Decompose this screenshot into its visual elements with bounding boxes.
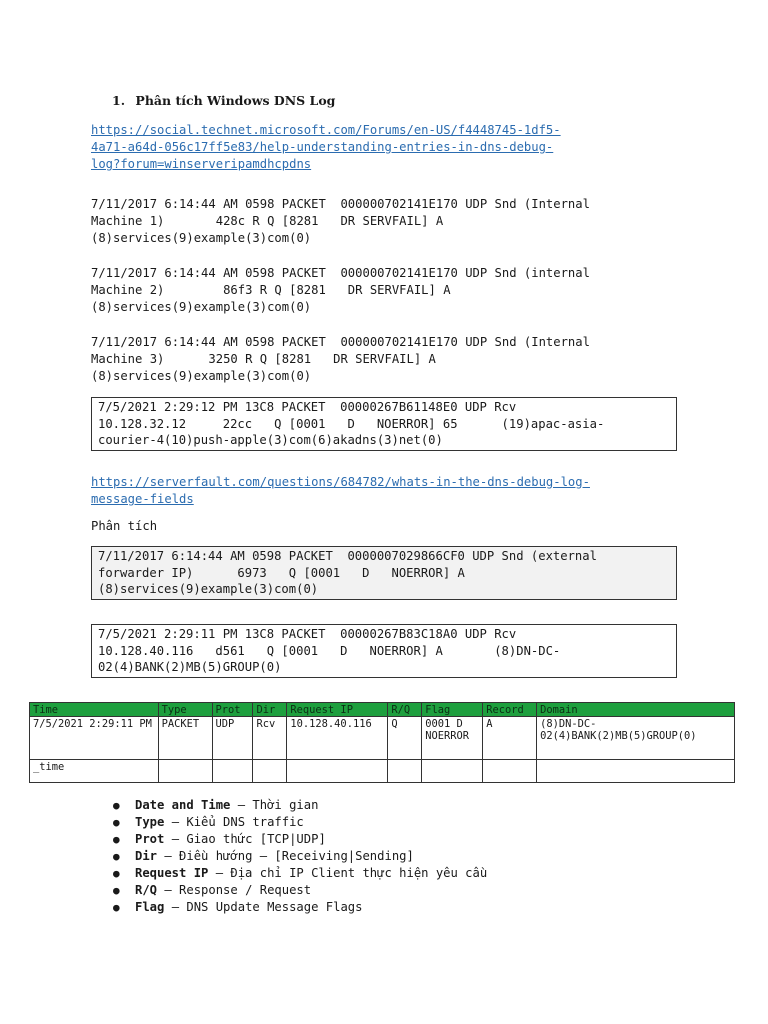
log-box-3 [91,624,677,678]
term: Dir [135,849,158,863]
col-header-flag: Flag [422,703,483,717]
table-row [30,717,735,760]
cell-empty [483,760,537,783]
cell-record: A [483,717,537,760]
serverfault-link[interactable] [91,474,590,508]
cell-prot: UDP [212,717,253,760]
log-line: 02(4)BANK(2)MB(5)GROUP(0) [98,660,282,674]
log-line: 7/11/2017 6:14:44 AM 0598 PACKET 000000702141E170 UDP Snd (Internal [91,335,590,349]
col-header-domain: Domain [537,703,735,717]
list-item [113,848,487,865]
log-entry-3 [91,334,590,385]
list-item [113,865,487,882]
term-desc: – Địa chỉ IP Client thực hiện yêu cầu [208,866,488,880]
cell-rq: Q [388,717,422,760]
log-box-1 [91,397,677,451]
bullet-icon: ● [113,901,120,914]
term-desc: – Giao thức [TCP|UDP] [164,832,326,846]
col-header-time: Time [30,703,159,717]
col-header-request-ip: Request IP [287,703,388,717]
term-desc: – Điều hướng – [Receiving|Sending] [157,849,414,863]
technet-link-line-1[interactable]: https://social.technet.microsoft.com/Forums/en-US/f4448745-1df5- [91,123,561,137]
table-row [30,760,735,783]
heading-text: Phân tích Windows DNS Log [135,93,336,108]
cell-empty [212,760,253,783]
serverfault-link-line-1[interactable]: https://serverfault.com/questions/684782/whats-in-the-dns-debug-log- [91,475,590,489]
log-line: 7/5/2021 2:29:12 PM 13C8 PACKET 00000267B61148E0 UDP Rcv [98,400,517,414]
cell-empty [537,760,735,783]
log-line: 7/11/2017 6:14:44 AM 0598 PACKET 000000702141E170 UDP Snd (Internal [91,197,590,211]
log-box-2 [91,546,677,600]
cell-domain: (8)DN-DC-02(4)BANK(2)MB(5)GROUP(0) [537,717,735,760]
term: Type [135,815,165,829]
col-header-prot: Prot [212,703,253,717]
bullet-icon: ● [113,867,120,880]
col-header-type: Type [158,703,212,717]
cell-time: _time [30,760,159,783]
term: Prot [135,832,165,846]
col-header-record: Record [483,703,537,717]
col-header-dir: Dir [253,703,287,717]
technet-link[interactable] [91,122,561,173]
log-line: 7/11/2017 6:14:44 AM 0598 PACKET 000000702141E170 UDP Snd (internal [91,266,590,280]
bullet-icon: ● [113,816,120,829]
cell-type: PACKET [158,717,212,760]
col-header-rq: R/Q [388,703,422,717]
technet-link-line-3[interactable]: log?forum=winserveripamdhcpdns [91,157,312,171]
term-desc: – DNS Update Message Flags [164,900,363,914]
cell-request-ip: 10.128.40.116 [287,717,388,760]
bullet-icon: ● [113,850,120,863]
log-line: Machine 1) 428c R Q [8281 DR SERVFAIL] A [91,214,444,228]
log-line: (8)services(9)example(3)com(0) [98,582,319,596]
list-item [113,797,487,814]
technet-link-line-2[interactable]: 4a71-a64d-056c17ff5e83/help-understanding-entries-in-dns-debug- [91,140,554,154]
bullet-icon: ● [113,833,120,846]
serverfault-link-line-2[interactable]: message-fields [91,492,194,506]
bullet-icon: ● [113,884,120,897]
log-line: 7/11/2017 6:14:44 AM 0598 PACKET 0000007029866CF0 UDP Snd (external [98,549,597,563]
log-line: Machine 3) 3250 R Q [8281 DR SERVFAIL] A [91,352,436,366]
dns-fields-table [29,702,735,783]
log-line: 10.128.32.12 22cc Q [0001 D NOERROR] 65 (19)apac-asia- [98,416,605,431]
cell-empty [388,760,422,783]
term: Date and Time [135,798,231,812]
cell-empty [287,760,388,783]
term: Flag [135,900,165,914]
cell-empty [253,760,287,783]
term-desc: – Kiểu DNS traffic [164,815,304,829]
table-header-row [30,703,735,717]
term: R/Q [135,883,158,897]
log-line: forwarder IP) 6973 Q [0001 D NOERROR] A [98,565,465,580]
log-line: (8)services(9)example(3)com(0) [91,231,312,245]
log-line: (8)services(9)example(3)com(0) [91,369,312,383]
list-item [113,882,487,899]
bullet-icon: ● [113,799,120,812]
log-entry-1 [91,196,590,247]
analysis-label: Phân tích [91,519,158,533]
field-definitions-list [113,797,487,916]
cell-time: 7/5/2021 2:29:11 PM [30,717,159,760]
cell-flag: 0001 D NOERROR [422,717,483,760]
term-desc: – Thời gian [230,798,319,812]
cell-empty [158,760,212,783]
list-item [113,814,487,831]
log-line: Machine 2) 86f3 R Q [8281 DR SERVFAIL] A [91,283,451,297]
term: Request IP [135,866,209,880]
heading-number: 1. [112,93,126,108]
log-line: 7/5/2021 2:29:11 PM 13C8 PACKET 00000267B83C18A0 UDP Rcv [98,627,517,641]
term-desc: – Response / Request [157,883,312,897]
list-item [113,899,487,916]
log-line: courier-4(10)push-apple(3)com(6)akadns(3)net(0) [98,433,443,447]
cell-empty [422,760,483,783]
cell-dir: Rcv [253,717,287,760]
log-line: 10.128.40.116 d561 Q [0001 D NOERROR] A (8)DN-DC- [98,643,561,658]
log-entry-2 [91,265,590,316]
section-heading [112,93,335,108]
log-line: (8)services(9)example(3)com(0) [91,300,312,314]
list-item [113,831,487,848]
